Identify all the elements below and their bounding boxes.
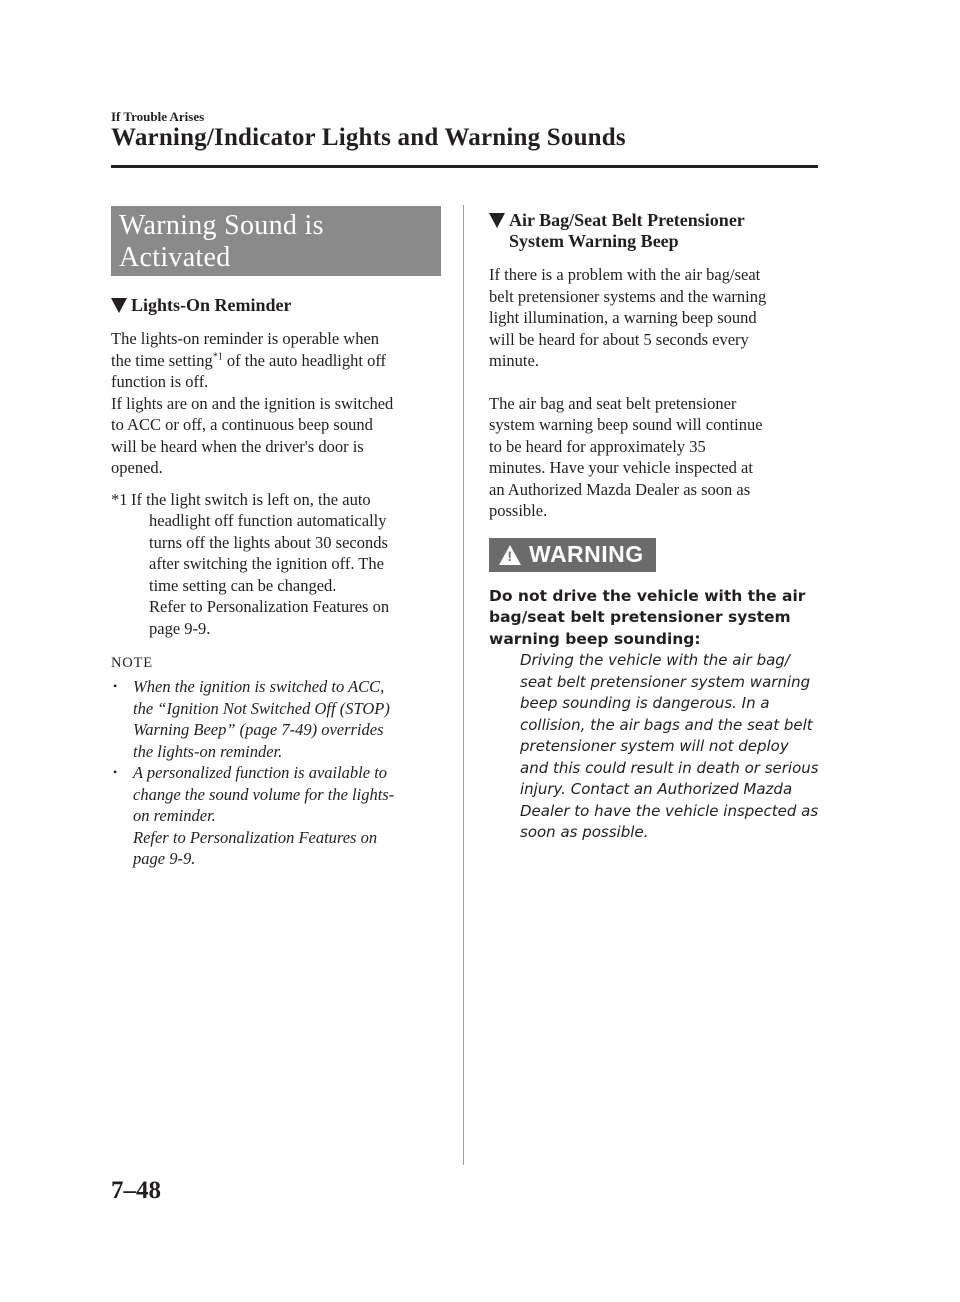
text-line: warning beep sounding: [489, 629, 701, 648]
text-line: page 9-9. [133, 849, 196, 868]
footnote-body [131, 489, 389, 640]
warning-body [489, 650, 819, 844]
text-line: turns off the lights about 30 seconds [149, 532, 388, 552]
page-number: 7–48 [111, 1177, 161, 1204]
text-line [111, 350, 441, 372]
right-column [489, 206, 819, 844]
airbag-paragraph-2 [489, 393, 819, 522]
left-column [111, 206, 441, 870]
text-line: will be heard for about 5 seconds every [489, 329, 749, 349]
text-line: pretensioner system will not deploy [520, 737, 789, 755]
text-line: time setting can be changed. [149, 575, 337, 595]
section-title-box [111, 206, 441, 276]
warning-label: WARNING [529, 541, 644, 567]
text-line: System Warning Beep [509, 231, 679, 251]
note-label: NOTE [111, 655, 153, 671]
text-line: and this could result in death or serious [520, 758, 819, 777]
text-line: bag/seat belt pretensioner system [489, 608, 791, 626]
text-line: A personalized function is available to [133, 763, 388, 782]
text-line: minute. [489, 351, 539, 370]
text-line: light illumination, a warning beep sound [489, 308, 757, 327]
column-divider [463, 205, 464, 1165]
footnote-ref: *1 [212, 351, 223, 362]
text-line: an Authorized Mazda Dealer as soon as [489, 479, 751, 499]
text-line: possible. [489, 501, 548, 520]
text-line: When the ignition is switched to ACC, [133, 677, 385, 696]
text-line: If lights are on and the ignition is switched [111, 393, 394, 413]
warning-badge [489, 538, 656, 572]
airbag-paragraph-1 [489, 264, 819, 372]
note-list [111, 676, 441, 870]
text-line: The lights-on reminder is operable when [111, 329, 380, 348]
airbag-beep-heading [489, 210, 819, 252]
text-line: Refer to Personalization Features on [133, 827, 378, 847]
text-line: headlight off function automatically [149, 511, 387, 530]
section-title-line-2: Activated [119, 242, 231, 273]
text-line: collision, the air bags and the seat belt [520, 715, 813, 734]
text-line: function is off. [111, 372, 209, 391]
text-line: Driving the vehicle with the air bag/ [520, 651, 790, 669]
text-line: Air Bag/Seat Belt Pretensioner [509, 210, 745, 230]
text-segment: of the auto headlight off [222, 350, 387, 370]
footnote-mark: *1 [111, 489, 128, 509]
text-line: to ACC or off, a continuous beep sound [111, 415, 373, 434]
warning-triangle-icon [499, 545, 521, 565]
triangle-down-icon [111, 298, 127, 313]
text-line: soon as possible. [520, 823, 649, 841]
section-title-line-1: Warning Sound is [119, 210, 324, 241]
text-line: system warning beep sound will continue [489, 415, 763, 434]
text-line: on reminder. [133, 806, 216, 825]
lights-on-paragraph-1 [111, 328, 441, 393]
text-line: after switching the ignition off. The [149, 554, 384, 573]
bullet-icon: • [113, 765, 118, 779]
lights-on-reminder-heading [111, 295, 441, 316]
text-line: If there is a problem with the air bag/seat [489, 265, 761, 284]
text-line: will be heard when the driver's door is [111, 436, 364, 456]
text-line: change the sound volume for the lights- [133, 784, 395, 804]
warning-heading [489, 586, 819, 651]
subhead-text [509, 210, 745, 252]
text-line: page 9-9. [149, 618, 211, 638]
text-line: belt pretensioner systems and the warning [489, 286, 767, 306]
text-line: Dealer to have the vehicle inspected as [520, 801, 819, 820]
list-item [111, 676, 441, 762]
exclamation-icon: ! [507, 547, 513, 564]
text-line: Refer to Personalization Features on [149, 597, 390, 616]
lights-on-paragraph-2 [111, 393, 441, 479]
list-item-text [133, 762, 394, 870]
text-line: minutes. Have your vehicle inspected at [489, 458, 753, 477]
chapter-label: If Trouble Arises [111, 109, 205, 124]
bullet-icon: • [113, 679, 118, 693]
text-line: beep sounding is dangerous. In a [520, 694, 770, 712]
header-rule [111, 165, 818, 168]
text-line: seat belt pretensioner system warning [520, 672, 811, 691]
text-line: Do not drive the vehicle with the air [489, 586, 806, 605]
text-line: The air bag and seat belt pretensioner [489, 393, 737, 413]
text-line: If the light switch is left on, the auto [131, 489, 371, 509]
list-item-text [133, 676, 390, 762]
subhead-text: Lights-On Reminder [131, 295, 292, 315]
text-line: the “Ignition Not Switched Off (STOP) [133, 698, 390, 718]
text-line: injury. Contact an Authorized Mazda [520, 780, 793, 798]
text-line: the lights-on reminder. [133, 741, 283, 761]
text-line: opened. [111, 458, 163, 477]
text-line: Warning Beep” (page 7-49) overrides [133, 720, 384, 739]
footnote [111, 489, 441, 640]
text-line: to be heard for approximately 35 [489, 436, 706, 456]
text-segment: the time setting [111, 350, 213, 370]
triangle-down-icon [489, 213, 505, 228]
page-title: Warning/Indicator Lights and Warning Sounds [111, 124, 626, 151]
list-item [111, 762, 441, 870]
